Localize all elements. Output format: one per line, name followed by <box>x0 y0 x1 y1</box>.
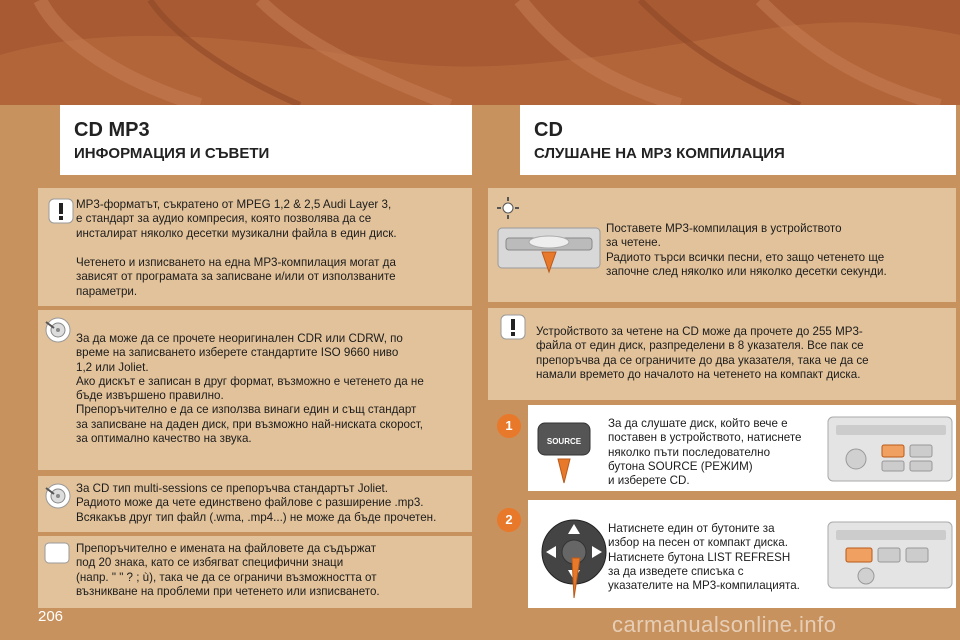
left-title: CD MP3 <box>74 119 150 141</box>
radio-panel-image <box>826 518 954 599</box>
insert-compilation-text: Поставете MP3-компилация в устройството за четене. Радиото търси всички песни, ето защо четенето ще започне след няколко или няколко десетки секунди. <box>606 222 887 278</box>
right-header-card <box>520 105 956 175</box>
cd-tip-icon <box>44 482 72 515</box>
info-panel-insert-compilation <box>488 188 956 302</box>
step-1-text: За да слушате диск, който вече е поставен в устройството, натиснете няколко пъти последователно бутона SOURCE (РЕЖИМ) и изберете CD. <box>608 417 802 488</box>
page-number: 206 <box>38 608 64 625</box>
radio-panel-image <box>826 413 954 490</box>
note-icon <box>44 542 70 569</box>
step-1-panel <box>528 405 956 491</box>
cd-tip-icon <box>44 316 72 349</box>
step-2-text: Натиснете един от бутоните за избор на песен от компакт диска. Натиснете бутона LIST REFRESH за да изведете списъка с указателите на MP3-компилацията. <box>608 522 800 593</box>
mp3-format-text: MP3-форматът, съкратено от MPEG 1,2 & 2,5 Audi Layer 3, е стандарт за аудио компресия, която позволява да се инсталират няколко десетки музикални файла в един диск. <box>76 198 397 240</box>
right-title: CD <box>534 119 563 141</box>
max-files-text: Устройството за четене на CD може да прочете до 255 MP3- файла от един диск, разпределени в 8 указателя. Все пак се препоръчва да се ограничите до два указателя, така че да се намали времето до началото на четенето на компакт диска. <box>536 325 869 381</box>
step-2-badge: 2 <box>497 508 521 532</box>
multisession-text: За CD тип multi-sessions се препоръчва стандартът Joliet. Радиото може да чете единствено файлове с разширение .mp3. Всякакъв друг тип файл (.wma, .mp4...) не може да бъде прочетен. <box>76 482 437 524</box>
sun-icon <box>496 196 520 225</box>
watermark: carmanualsonline.info <box>612 612 837 637</box>
info-panel-cdr-standards <box>38 310 472 470</box>
source-button-label: SOURCE <box>546 437 582 446</box>
mp3-reading-text: Четенето и изписването на една MP3-компилация могат да зависят от програмата за записване и/или от използваните параметри. <box>76 256 396 298</box>
info-panel-filenames <box>38 536 472 608</box>
step-1-badge: 1 <box>497 414 521 438</box>
navigation-pad-image <box>536 510 612 605</box>
exclamation-icon <box>48 198 74 229</box>
filenames-text: Препоръчително е имената на файловете да съдържат под 20 знака, като се избягват специфични знаци (напр. " " ? ; ù), така че да се ограничи възможността от възникване на проблеми при четенето или изписването. <box>76 542 380 598</box>
left-header-card <box>60 105 472 175</box>
info-panel-mp3-format <box>38 188 472 306</box>
decorative-header-band <box>0 0 960 105</box>
exclamation-icon <box>500 314 526 345</box>
left-subtitle: ИНФОРМАЦИЯ И СЪВЕТИ <box>74 145 270 162</box>
right-subtitle: СЛУШАНЕ НА MP3 КОМПИЛАЦИЯ <box>534 145 785 162</box>
info-panel-max-files <box>488 308 956 400</box>
cd-slot-image <box>496 226 602 279</box>
info-panel-multisession <box>38 476 472 532</box>
step-2-panel <box>528 500 956 608</box>
cdr-standards-text: За да може да се прочете неоригинален CDR или CDRW, по време на записването изберете стандартите ISO 9660 ниво 1,2 или Joliet. Ако дискът е записан в друг формат, възможно е четенето да не бъде извършено правилно. Препоръчително е да се използва винаги един и същ стандарт за записване на даден диск, при възможно най-ниската скорост, за оптимално качество на звука. <box>76 332 424 446</box>
source-button-image <box>536 415 592 490</box>
